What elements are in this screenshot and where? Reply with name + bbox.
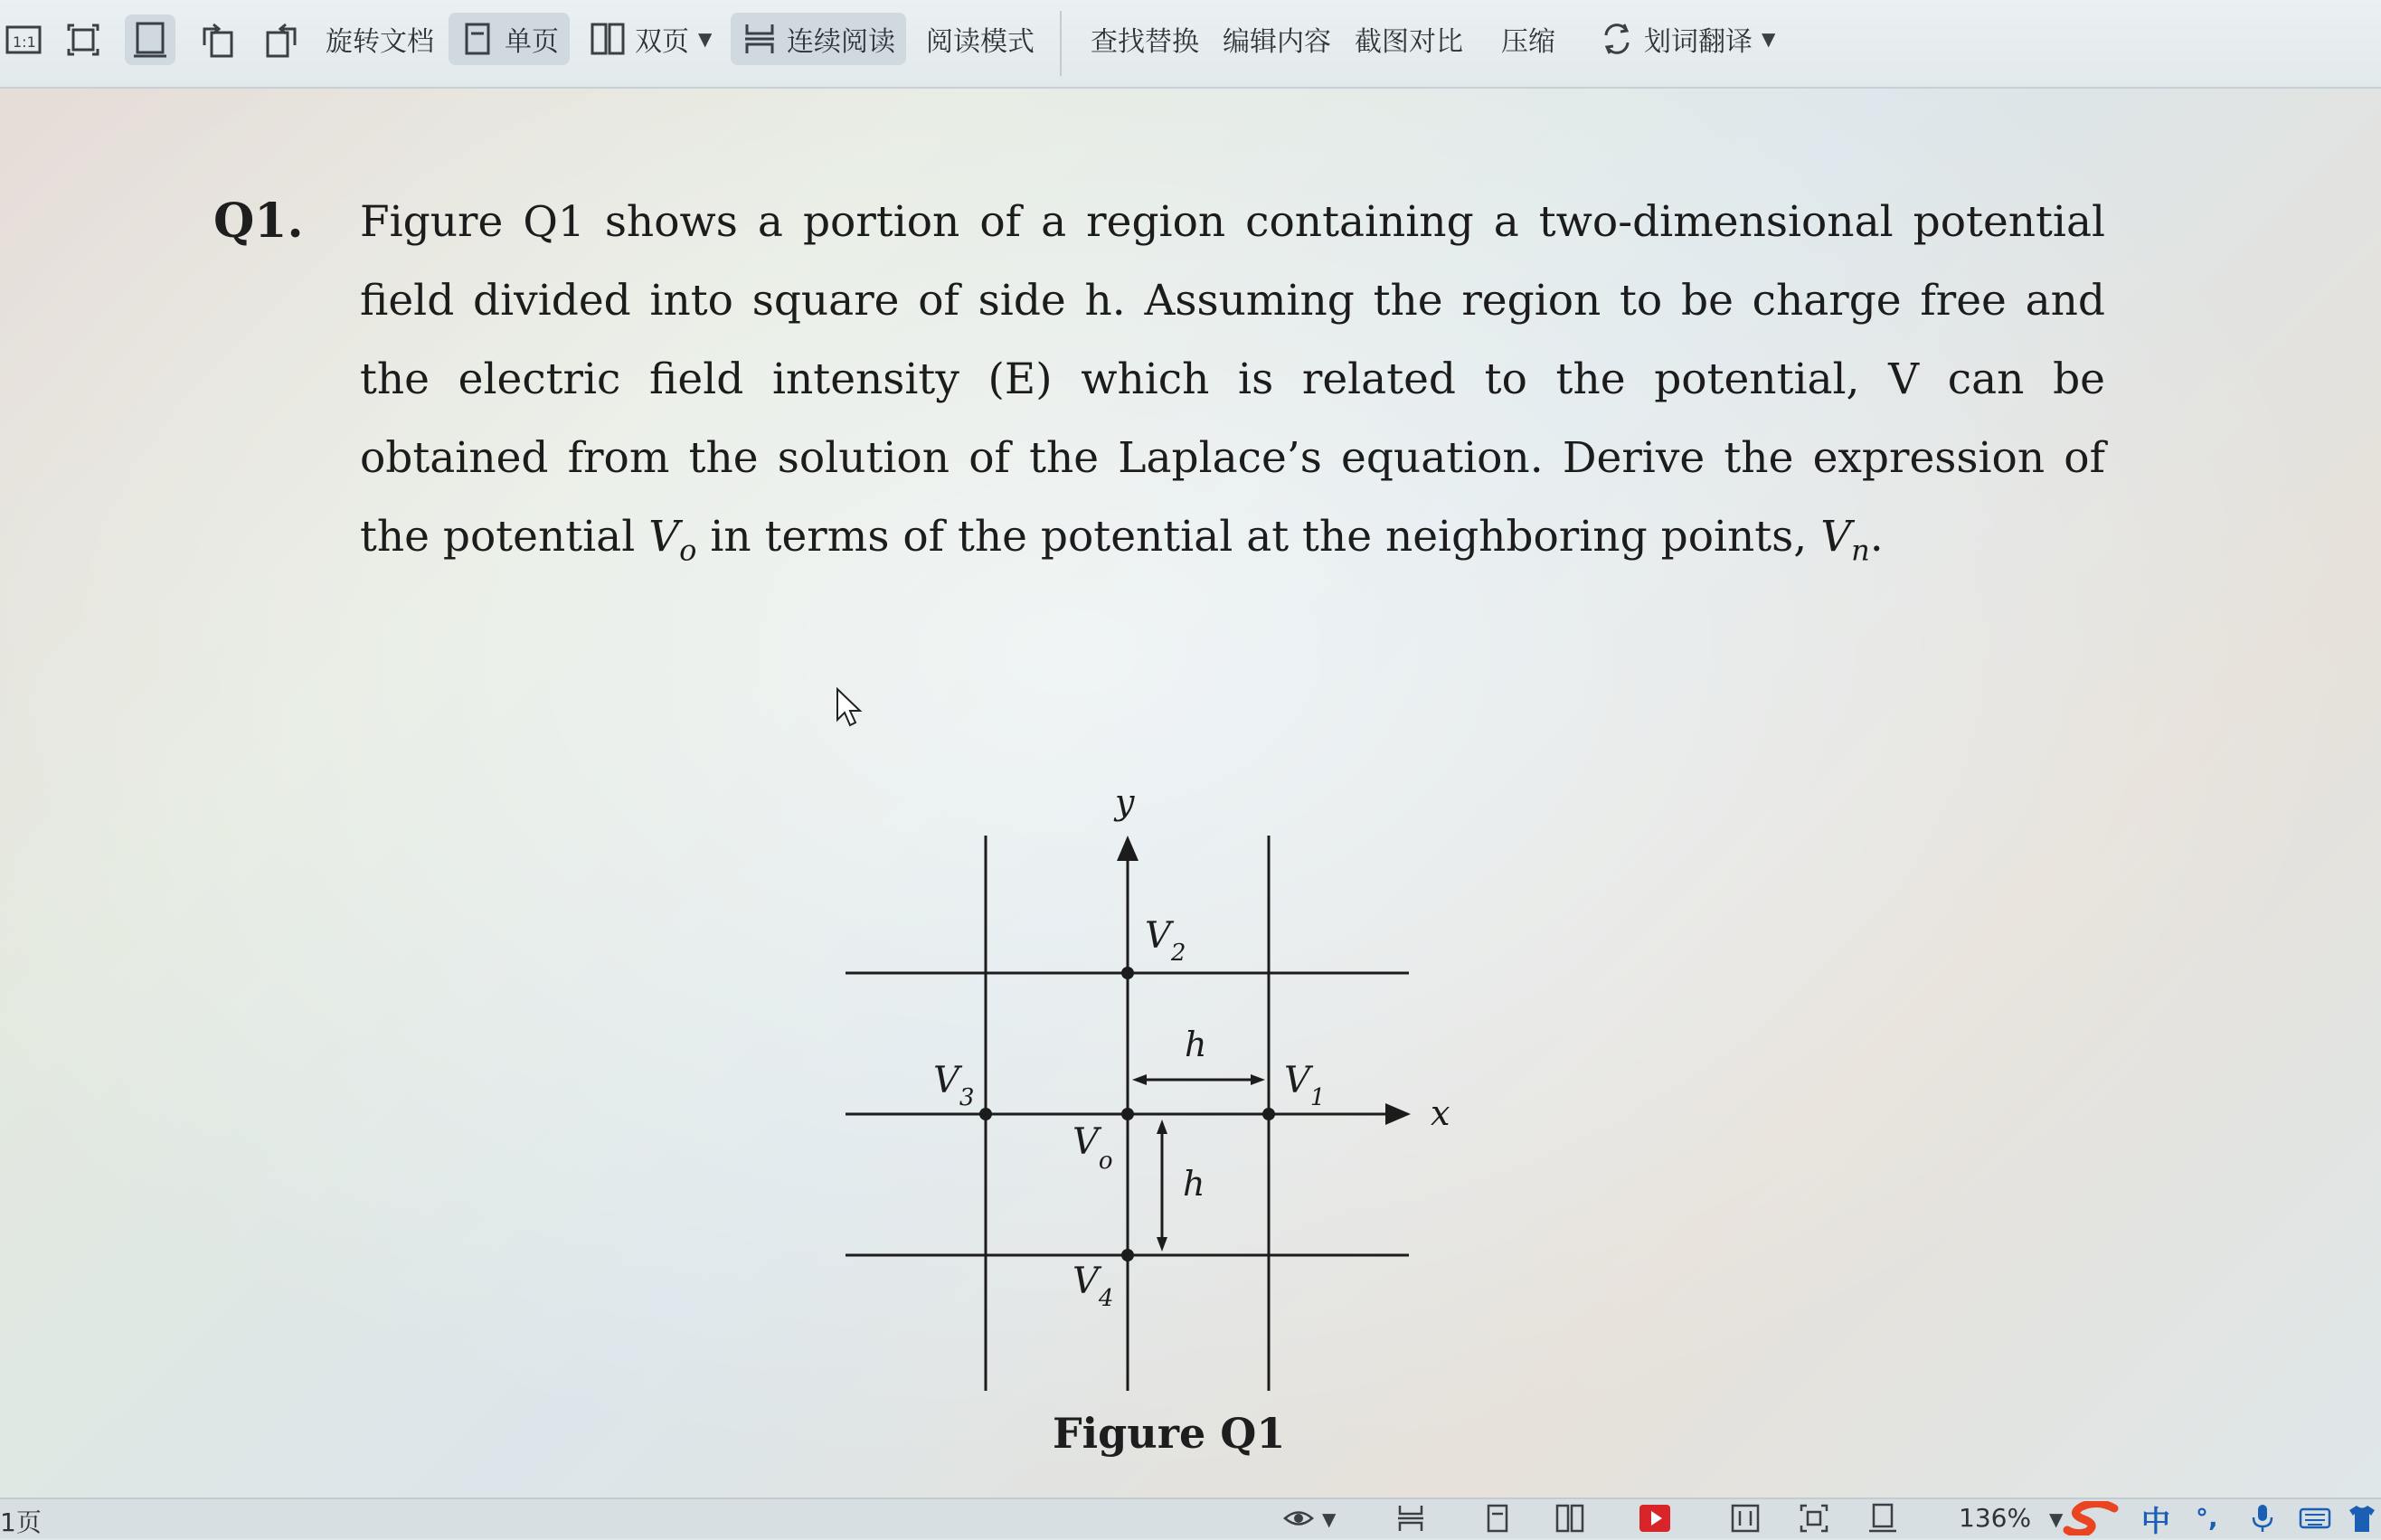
question-number: Q1. (213, 194, 304, 249)
continuous-view-icon[interactable] (1393, 1501, 1429, 1535)
document-page (0, 89, 2381, 1497)
h-arrow-down (1157, 1237, 1167, 1252)
mouse-cursor-icon (836, 687, 863, 729)
reading-mode-label: 阅读模式 (926, 26, 1035, 58)
y-axis-arrow (1117, 836, 1139, 861)
grid-diagram (814, 667, 1501, 1427)
h-arrow-up (1157, 1120, 1167, 1134)
word-translate-button[interactable] (1588, 13, 1786, 65)
v-o-symbol: $V_o$ (648, 512, 697, 568)
node-v3 (979, 1108, 992, 1120)
sogou-ime-icon[interactable] (2062, 1501, 2125, 1535)
single-page-icon (459, 21, 496, 57)
compress-label: 压缩 (1501, 26, 1555, 58)
continuous-reading-icon (742, 21, 778, 57)
play-icon[interactable] (1637, 1501, 1673, 1535)
edit-content-button[interactable] (1212, 13, 1342, 65)
single-page-view-icon[interactable] (1479, 1501, 1516, 1535)
label-v2: $V_2$ (1145, 915, 1186, 967)
single-page-button[interactable] (449, 13, 570, 65)
zoom-level[interactable]: 136% (1959, 1503, 2032, 1533)
double-page-icon (590, 21, 626, 57)
reading-mode-button[interactable] (915, 13, 1045, 65)
translate-icon (1599, 21, 1635, 57)
toolbar (0, 0, 2381, 89)
figure-caption: Figure Q1 (1053, 1409, 1286, 1458)
word-translate-label: 划词翻译 (1644, 26, 1753, 58)
keyboard-icon[interactable] (2297, 1501, 2333, 1535)
node-v1 (1262, 1108, 1275, 1120)
label-v1: $V_1$ (1284, 1060, 1326, 1111)
figure-q1 (814, 667, 1501, 1427)
fit-page-icon[interactable] (1796, 1501, 1832, 1535)
double-page-label: 双页 (635, 26, 689, 58)
label-v4: $V_4$ (1072, 1261, 1114, 1312)
continuous-reading-button[interactable] (731, 13, 906, 65)
rotate-right-icon[interactable] (257, 14, 307, 65)
question-text-end: . (1869, 512, 1884, 562)
label-vo: $V_o$ (1072, 1121, 1113, 1175)
edit-content-label: 编辑内容 (1223, 26, 1331, 58)
h-arrow-right (1251, 1074, 1265, 1085)
screenshot-compare-label: 截图对比 (1355, 26, 1463, 58)
ime-punctuation-indicator[interactable]: °, (2196, 1503, 2218, 1533)
status-bar (0, 1497, 2381, 1538)
v-n-symbol: $V_n$ (1820, 512, 1870, 568)
svg-text:1:1: 1:1 (13, 33, 36, 51)
fit-width-icon[interactable] (125, 14, 175, 65)
eye-icon[interactable] (1280, 1501, 1317, 1535)
chevron-down-icon[interactable]: ▼ (2049, 1508, 2064, 1530)
fit-page-icon[interactable] (58, 14, 109, 65)
rotate-document-label: 旋转文档 (326, 26, 434, 58)
find-replace-label: 查找替换 (1091, 26, 1199, 58)
actual-size-icon[interactable] (0, 14, 51, 65)
double-page-view-icon[interactable] (1552, 1501, 1588, 1535)
toolbar-divider (1060, 11, 1062, 76)
chevron-down-icon: ▼ (698, 28, 713, 50)
label-h-horizontal: h (1185, 1025, 1207, 1064)
ime-language-indicator[interactable] (2141, 1499, 2170, 1538)
label-v3: $V_3$ (933, 1060, 975, 1111)
node-v2 (1121, 967, 1134, 979)
microphone-icon[interactable] (2244, 1501, 2281, 1535)
fit-width-icon[interactable] (1865, 1501, 1901, 1535)
ime-language-label: 中 (2141, 1503, 2171, 1538)
question-text-mid: in terms of the potential at the neighboring points, (696, 512, 1821, 562)
node-vo (1121, 1108, 1134, 1120)
question-text (360, 183, 2105, 590)
book-view-icon[interactable] (1727, 1501, 1763, 1535)
y-axis-label: y (1115, 782, 1135, 822)
compress-button[interactable] (1490, 13, 1566, 65)
screenshot-compare-button[interactable] (1344, 13, 1474, 65)
double-page-button[interactable] (579, 13, 723, 65)
rotate-left-icon[interactable] (192, 14, 242, 65)
x-axis-label: x (1431, 1093, 1450, 1133)
chevron-down-icon: ▼ (1762, 28, 1776, 50)
node-v4 (1121, 1249, 1134, 1261)
chevron-down-icon[interactable]: ▼ (1322, 1508, 1337, 1530)
h-arrow-left (1132, 1074, 1147, 1085)
label-h-vertical: h (1183, 1164, 1205, 1204)
continuous-reading-label: 连续阅读 (787, 26, 895, 58)
shirt-skin-icon[interactable] (2344, 1501, 2380, 1535)
x-axis-arrow (1385, 1103, 1411, 1125)
single-page-label: 单页 (505, 26, 559, 58)
rotate-document-button[interactable] (315, 13, 445, 65)
question-text-main: Figure Q1 shows a portion of a region containing a two-dimensional potential field divided into square of side h. Assuming the region to be charge free and the electric field intensity (E) which is related to the potential, V can be obtained from the solution of the Laplace’s equation. Derive the expression of the potential (360, 197, 2105, 562)
find-replace-button[interactable] (1080, 13, 1210, 65)
page-indicator: 1页 (0, 1507, 42, 1537)
